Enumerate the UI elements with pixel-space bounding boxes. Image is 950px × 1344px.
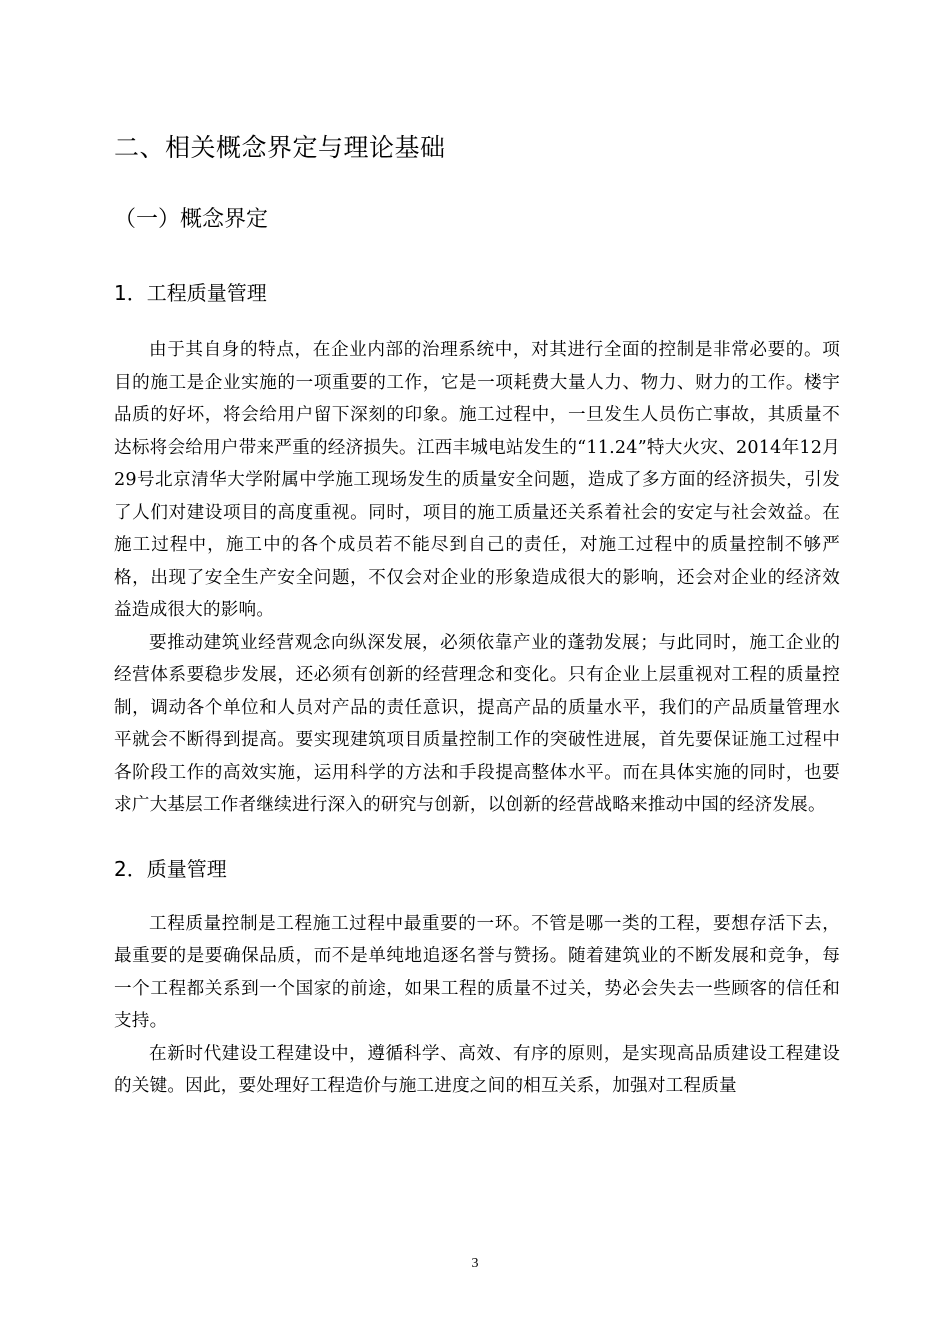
chapter-title: 二、相关概念界定与理论基础 xyxy=(114,133,446,162)
subsection-title-quality-engineering: 1．工程质量管理 xyxy=(114,281,267,305)
page-content xyxy=(114,128,840,1103)
paragraph: 在新时代建设工程建设中，遵循科学、高效、有序的原则，是实现高品质建设工程建设的关键。因此，要处理好工程造价与施工进度之间的相互关系，加强对工程质量 xyxy=(114,1043,840,1096)
page-number: 3 xyxy=(471,1256,479,1271)
paragraph: 要推动建筑业经营观念向纵深发展，必须依靠产业的蓬勃发展；与此同时，施工企业的经营体系要稳步发展，还必须有创新的经营理念和变化。只有企业上层重视对工程的质量控制，调动各个单位和人员对产品的责任意识，提高产品的质量水平，我们的产品质量管理水平就会不断得到提高。要实现建筑项目质量控制工作的突破性进展，首先要保证施工过程中各阶段工作的高效实施，运用科学的方法和手段提高整体水平。而在具体实施的同时，也要求广大基层工作者继续进行深入的研究与创新，以创新的经营战略来推动中国的经济发展。 xyxy=(114,632,840,815)
paragraph: 由于其自身的特点，在企业内部的治理系统中，对其进行全面的控制是非常必要的。项目的施工是企业实施的一项重要的工作，它是一项耗费大量人力、物力、财力的工作。楼宇品质的好坏，将会给用户留下深刻的印象。施工过程中，一旦发生人员伤亡事故，其质量不达标将会给用户带来严重的经济损失。江西丰城电站发生的“11.24”特大火灾、2014年12月29号北京清华大学附属中学施工现场发生的质量安全问题，造成了多方面的经济损失，引发了人们对建设项目的高度重视。同时，项目的施工质量还关系着社会的安定与社会效益。在施工过程中，施工中的各个成员若不能尽到自己的责任，对施工过程中的质量控制不够严格，出现了安全生产安全问题，不仅会对企业的形象造成很大的影响，还会对企业的经济效益造成很大的影响。 xyxy=(114,340,840,620)
subsection-title-quality-management: 2．质量管理 xyxy=(114,856,227,881)
paragraph: 工程质量控制是工程施工过程中最重要的一环。不管是哪一类的工程，要想存活下去，最重要的是要确保品质，而不是单纯地追逐名誉与赞扬。随着建筑业的不断发展和竞争，每一个工程都关系到一个国家的前途，如果工程的质量不过关，势必会失去一些顾客的信任和支持。 xyxy=(114,913,840,1031)
section-title: （一）概念界定 xyxy=(114,207,269,232)
